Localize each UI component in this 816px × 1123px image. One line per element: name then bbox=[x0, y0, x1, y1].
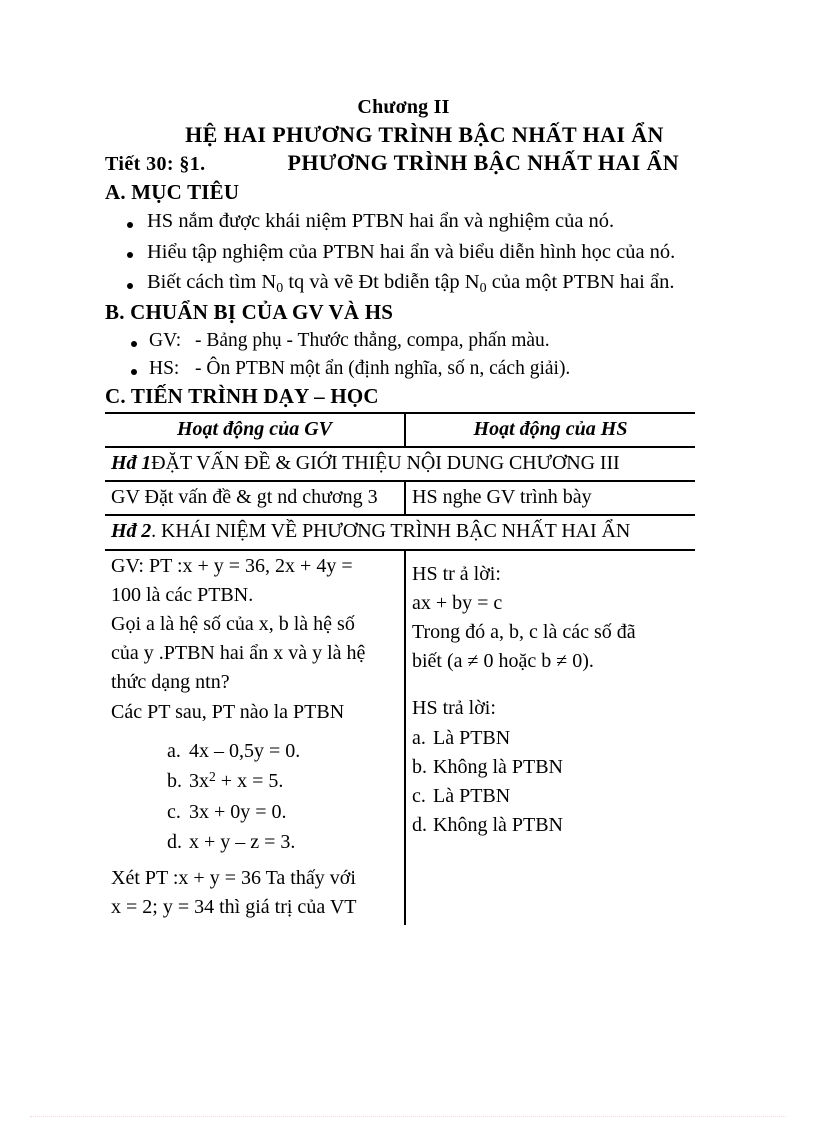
activity-2-banner bbox=[105, 515, 695, 549]
answer-list bbox=[412, 724, 689, 841]
answer-text-c: Là PTBN bbox=[433, 784, 511, 807]
activity-1-banner bbox=[105, 447, 695, 481]
page-title: HỆ HAI PHƯƠNG TRÌNH BẬC NHẤT HAI ẨN bbox=[185, 121, 664, 147]
hs-answers-intro: HS trả lời: bbox=[412, 697, 496, 720]
bullet-dot-icon bbox=[131, 369, 137, 375]
objective-text-2: Hiểu tập nghiệm của PTBN hai ẩn và biểu diễn hình học của nó. bbox=[147, 240, 676, 263]
table-row-banner-1 bbox=[105, 447, 695, 481]
objective-text-3c: của một PTBN hai ẩn. bbox=[486, 271, 675, 294]
activity-2-label: Hđ 2 bbox=[111, 520, 152, 543]
list-item bbox=[167, 767, 398, 795]
hs-intro: HS tr ả lời: bbox=[412, 562, 501, 585]
gv-line-3: Gọi a là hệ số của x, b là hệ số bbox=[111, 612, 355, 635]
section-a-heading: A. MỤC TIÊU bbox=[105, 180, 240, 205]
prep-tag-hs: HS: bbox=[149, 358, 180, 380]
bullet-dot-icon bbox=[127, 252, 133, 258]
table-row bbox=[105, 481, 695, 515]
list-item bbox=[412, 753, 689, 782]
activity-1-gv-cell: GV Đặt vấn đề & gt nd chương 3 bbox=[105, 481, 405, 515]
activity-2-gv-cell bbox=[105, 550, 405, 925]
gv-line-5: thức dạng ntn? bbox=[111, 671, 230, 694]
lesson-line bbox=[105, 150, 750, 177]
answer-text-b: Không là PTBN bbox=[433, 755, 563, 778]
question-exponent-b: 2 bbox=[209, 769, 216, 785]
list-item bbox=[105, 355, 750, 382]
objective-text-3a: Biết cách tìm N bbox=[147, 271, 277, 294]
hs-formula: ax + by = c bbox=[412, 591, 503, 614]
list-item bbox=[105, 268, 750, 298]
activity-1-label: Hđ 1 bbox=[111, 452, 152, 475]
table-row-body bbox=[105, 550, 695, 925]
answer-label-c: c. bbox=[412, 784, 426, 807]
list-item bbox=[167, 828, 398, 856]
prep-text-gv: - Bảng phụ - Thước thẳng, compa, phấn màu. bbox=[195, 330, 550, 352]
activity-1-text: ĐẶT VẤN ĐỀ & GIỚI THIỆU NỘI DUNG CHƯƠNG III bbox=[151, 452, 620, 475]
table-header-hs: Hoạt động của HS bbox=[405, 413, 695, 447]
list-item bbox=[412, 811, 689, 840]
list-item bbox=[412, 724, 689, 753]
hs-note-2: biết (a ≠ 0 hoặc b ≠ 0). bbox=[412, 650, 594, 673]
question-label-a: a. bbox=[167, 739, 181, 762]
list-item bbox=[167, 798, 398, 826]
objective-sub-2: 0 bbox=[479, 280, 487, 296]
table-row-banner-2 bbox=[105, 515, 695, 549]
section-b-heading: B. CHUẨN BỊ CỦA GV VÀ HS bbox=[105, 299, 394, 324]
question-label-d: d. bbox=[167, 830, 182, 853]
activity-2-text: . KHÁI NIỆM VỀ PHƯƠNG TRÌNH BẬC NHẤT HAI ẨN bbox=[151, 520, 631, 543]
bullet-dot-icon bbox=[127, 222, 133, 228]
answer-text-a: Là PTBN bbox=[433, 726, 511, 749]
question-label-b: b. bbox=[167, 770, 182, 793]
section-c-heading: C. TIẾN TRÌNH DẠY – HỌC bbox=[105, 383, 379, 408]
table-row-header bbox=[105, 413, 695, 447]
footer-divider bbox=[30, 1116, 786, 1117]
prep-tag-gv: GV: bbox=[149, 330, 182, 352]
gv-line-4: của y .PTBN hai ẩn x và y là hệ bbox=[111, 642, 366, 665]
question-list bbox=[111, 737, 398, 857]
question-text-a: 4x – 0,5y = 0. bbox=[189, 739, 301, 762]
list-item bbox=[105, 238, 750, 268]
question-label-c: c. bbox=[167, 800, 181, 823]
question-text-b-base: 3x bbox=[189, 770, 209, 793]
bullet-dot-icon bbox=[131, 341, 137, 347]
list-item bbox=[412, 782, 689, 811]
activity-1-hs-cell: HS nghe GV trình bày bbox=[405, 481, 695, 515]
bullet-dot-icon bbox=[127, 283, 133, 289]
lesson-subject: PHƯƠNG TRÌNH BẬC NHẤT HAI ẨN bbox=[287, 149, 680, 175]
gv-line-2: 100 là các PTBN. bbox=[111, 583, 254, 606]
answer-label-a: a. bbox=[412, 726, 426, 749]
list-item bbox=[105, 327, 750, 354]
hs-note-1: Trong đó a, b, c là các số đã bbox=[412, 620, 636, 643]
list-item bbox=[105, 207, 750, 237]
gv-tail-1: Xét PT :x + y = 36 Ta thấy với bbox=[111, 867, 356, 890]
question-text-c: 3x + 0y = 0. bbox=[189, 800, 287, 823]
lesson-label: Tiết 30: §1. bbox=[105, 152, 206, 175]
answer-label-d: d. bbox=[412, 814, 427, 837]
activity-2-hs-cell bbox=[405, 550, 695, 925]
lesson-plan-table bbox=[105, 412, 695, 925]
objective-text-3b: tq và vẽ Đt bdiễn tập N bbox=[283, 271, 480, 294]
preparation-list bbox=[105, 327, 750, 383]
table-header-gv: Hoạt động của GV bbox=[105, 413, 405, 447]
question-text-b-rest: + x = 5. bbox=[215, 770, 284, 793]
document-content bbox=[105, 96, 750, 925]
list-item bbox=[167, 737, 398, 765]
objectives-list bbox=[105, 207, 750, 298]
gv-line-1: GV: PT :x + y = 36, 2x + 4y = bbox=[111, 554, 353, 577]
gv-tail-2: x = 2; y = 34 thì giá trị của VT bbox=[111, 896, 357, 919]
objective-sub-1: 0 bbox=[276, 280, 284, 296]
question-text-d: x + y – z = 3. bbox=[189, 830, 296, 853]
gv-line-6: Các PT sau, PT nào la PTBN bbox=[111, 700, 345, 723]
objective-text-1: HS nắm được khái niệm PTBN hai ẩn và nghiệm của nó. bbox=[147, 210, 615, 233]
answer-label-b: b. bbox=[412, 755, 427, 778]
answer-text-d: Không là PTBN bbox=[433, 814, 563, 837]
chapter-title: Chương II bbox=[357, 96, 450, 118]
prep-text-hs: - Ôn PTBN một ẩn (định nghĩa, số n, cách giải). bbox=[195, 358, 571, 380]
